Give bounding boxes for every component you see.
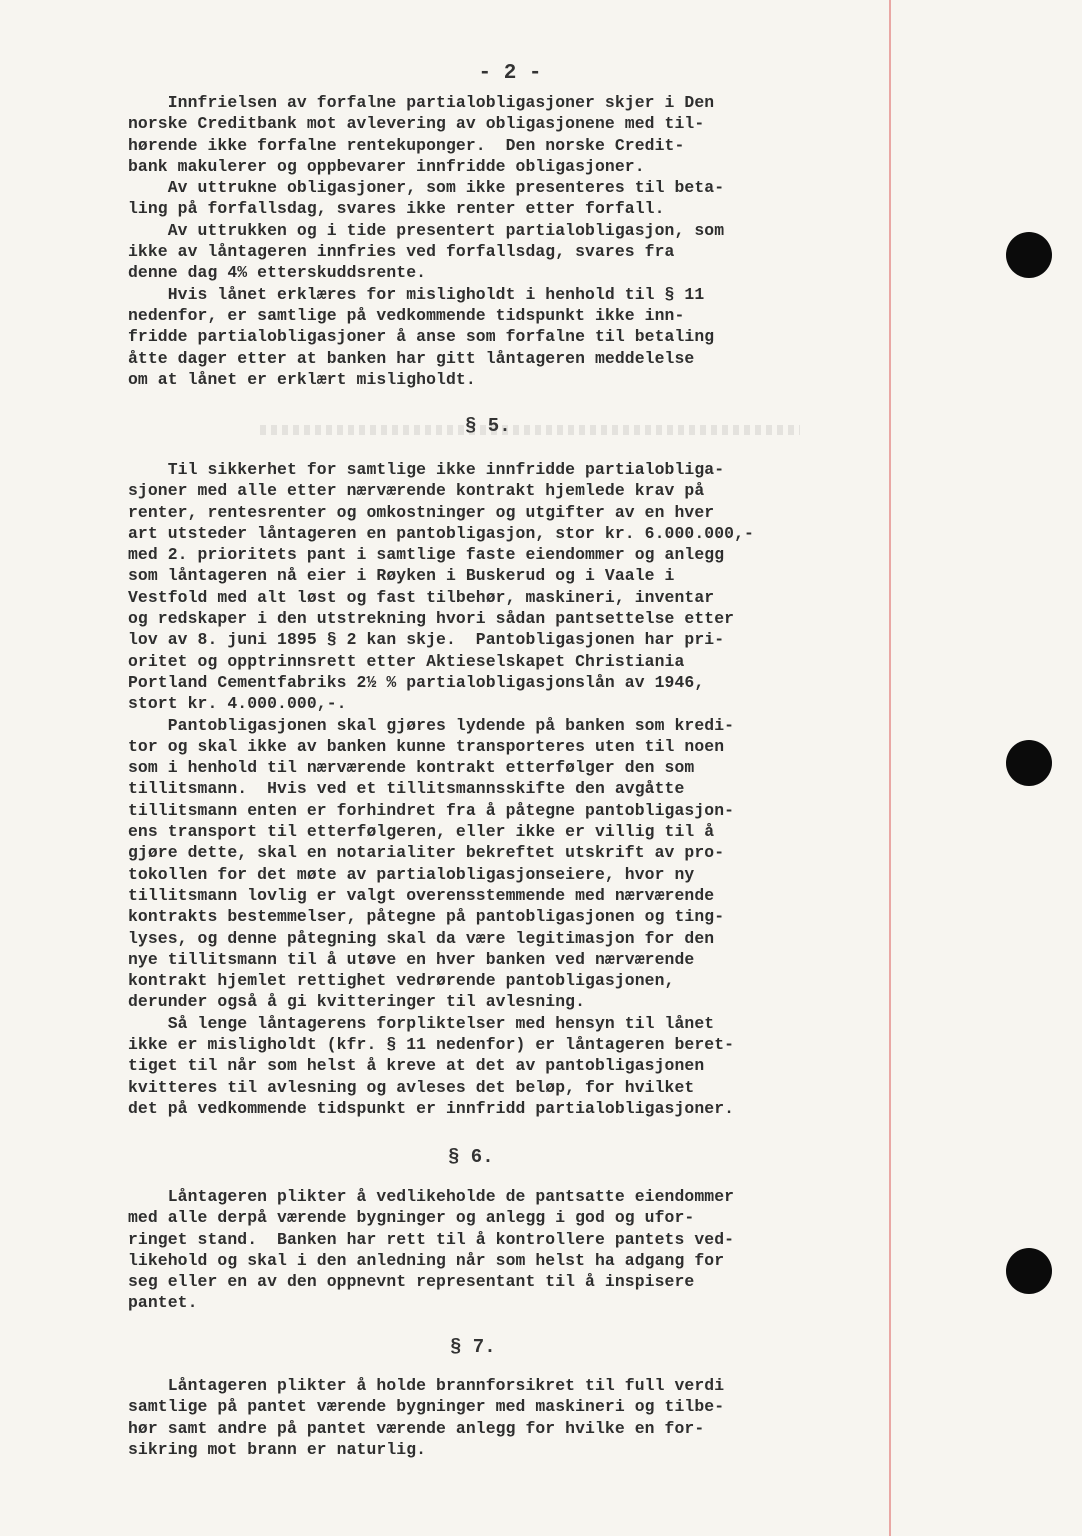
section-heading-7: § 7. (450, 1336, 496, 1358)
text-line: Låntageren plikter å vedlikeholde de pantsatte eiendommer (128, 1187, 735, 1206)
paragraph-6 (128, 1186, 888, 1314)
punch-hole-icon (1006, 232, 1052, 278)
text-line: gjøre dette, skal en notarialiter bekreftet utskrift av pro- (128, 843, 725, 863)
text-line: åtte dager etter at banken har gitt låntageren meddelelse (128, 348, 695, 368)
text-line: stort kr. 4.000.000,-. (128, 694, 347, 714)
text-line: kvitteres til avlesning og avleses det beløp, for hvilket (128, 1077, 695, 1097)
text-line: Pantobligasjonen skal gjøres lydende på banken som kredi- (128, 715, 735, 735)
text-line: renter, rentesrenter og omkostninger og utgifter av en hver (128, 502, 715, 522)
text-line: fridde partialobligasjoner å anse som forfalne til betaling (128, 327, 715, 347)
paragraph-1 (128, 92, 888, 390)
text-line: denne dag 4% etterskuddsrente. (128, 263, 427, 283)
paragraph-7 (128, 1375, 888, 1460)
bleed-through (260, 425, 800, 435)
text-line: det på vedkommende tidspunkt er innfridd partialobligasjoner. (128, 1098, 735, 1118)
text-line: derunder også å gi kvitteringer til avlesning. (128, 992, 586, 1012)
text-line: likehold og skal i den anledning når som helst ha adgang for (128, 1250, 725, 1270)
text-line: pantet. (128, 1293, 198, 1313)
text-line: ens transport til etterfølgeren, eller ikke er villig til å (128, 822, 715, 842)
text-line: Så lenge låntagerens forpliktelser med hensyn til lånet (128, 1013, 715, 1033)
text-line: lov av 8. juni 1895 § 2 kan skje. Pantobligasjonen har pri- (128, 630, 725, 650)
text-line: Av uttrukne obligasjoner, som ikke presenteres til beta- (128, 178, 725, 198)
text-line: tokollen for det møte av partialobligasjonseiere, hvor ny (128, 864, 695, 884)
text-line: Til sikkerhet for samtlige ikke innfridde partialobliga- (128, 460, 725, 479)
text-line: hør samt andre på pantet værende anlegg for hvilke en for- (128, 1418, 705, 1438)
text-line: nye tillitsmann til å utøve en hver banken ved nærværende (128, 949, 695, 969)
text-line: kontrakts bestemmelser, påtegne på pantobligasjonen og ting- (128, 907, 725, 927)
text-line: ikke av låntageren innfries ved forfallsdag, svares fra (128, 242, 675, 262)
text-line: ling på forfallsdag, svares ikke renter etter forfall. (128, 199, 665, 219)
text-line: sjoner med alle etter nærværende kontrakt hjemlede krav på (128, 481, 705, 501)
text-line: Hvis lånet erklæres for misligholdt i henhold til § 11 (128, 284, 705, 304)
text-line: kontrakt hjemlet rettighet vedrørende pantobligasjonen, (128, 971, 675, 991)
text-line: hørende ikke forfalne rentekuponger. Den norske Credit- (128, 135, 685, 155)
text-line: tiget til når som helst å kreve at det av pantobligasjonen (128, 1056, 705, 1076)
margin-rule (889, 0, 891, 1536)
text-line: tor og skal ikke av banken kunne transporteres uten til noen (128, 736, 725, 756)
text-line: tillitsmann lovlig er valgt overensstemmende med nærværende (128, 885, 715, 905)
punch-hole-icon (1006, 1248, 1052, 1294)
text-line: med 2. prioritets pant i samtlige faste eiendommer og anlegg (128, 545, 725, 565)
text-line: art utsteder låntageren en pantobligasjon, stor kr. 6.000.000,- (128, 523, 754, 543)
text-line: Innfrielsen av forfalne partialobligasjoner skjer i Den (128, 93, 715, 112)
text-line: tillitsmann enten er forhindret fra å påtegne pantobligasjon- (128, 800, 735, 820)
punch-hole-icon (1006, 740, 1052, 786)
section-heading-5: § 5. (465, 415, 511, 437)
page-number: - 2 - (478, 62, 542, 85)
text-line: som i henhold til nærværende kontrakt etterfølger den som (128, 758, 695, 778)
text-line: Vestfold med alt løst og fast tilbehør, maskineri, inventar (128, 587, 715, 607)
text-line: lyses, og denne påtegning skal da være legitimasjon for den (128, 928, 715, 948)
text-line: oritet og opptrinnsrett etter Aktieselskapet Christiania (128, 651, 685, 671)
text-line: ikke er misligholdt (kfr. § 11 nedenfor) er låntageren beret- (128, 1035, 735, 1055)
text-line: nedenfor, er samtlige på vedkommende tidspunkt ikke inn- (128, 305, 685, 325)
paragraph-5 (128, 459, 888, 1119)
text-line: ringet stand. Banken har rett til å kontrollere pantets ved- (128, 1229, 735, 1249)
text-line: Låntageren plikter å holde brannforsikret til full verdi (128, 1376, 725, 1395)
text-line: norske Creditbank mot avlevering av obligasjonene med til- (128, 114, 705, 134)
text-line: og redskaper i den utstrekning hvori sådan pantsettelse etter (128, 609, 735, 629)
section-heading-6: § 6. (448, 1146, 494, 1168)
text-line: tillitsmann. Hvis ved et tillitsmannsskifte den avgåtte (128, 779, 685, 799)
text-line: seg eller en av den oppnevnt representant til å inspisere (128, 1272, 695, 1292)
text-line: bank makulerer og oppbevarer innfridde obligasjoner. (128, 156, 645, 176)
text-line: Av uttrukken og i tide presentert partialobligasjon, som (128, 220, 725, 240)
text-line: samtlige på pantet værende bygninger med maskineri og tilbe- (128, 1397, 725, 1417)
text-line: med alle derpå værende bygninger og anlegg i god og ufor- (128, 1208, 695, 1228)
text-line: som låntageren nå eier i Røyken i Buskerud og i Vaale i (128, 566, 675, 586)
text-line: Portland Cementfabriks 2½ % partialobligasjonslån av 1946, (128, 672, 705, 692)
text-line: sikring mot brann er naturlig. (128, 1439, 427, 1459)
text-line: om at lånet er erklært misligholdt. (128, 369, 476, 389)
